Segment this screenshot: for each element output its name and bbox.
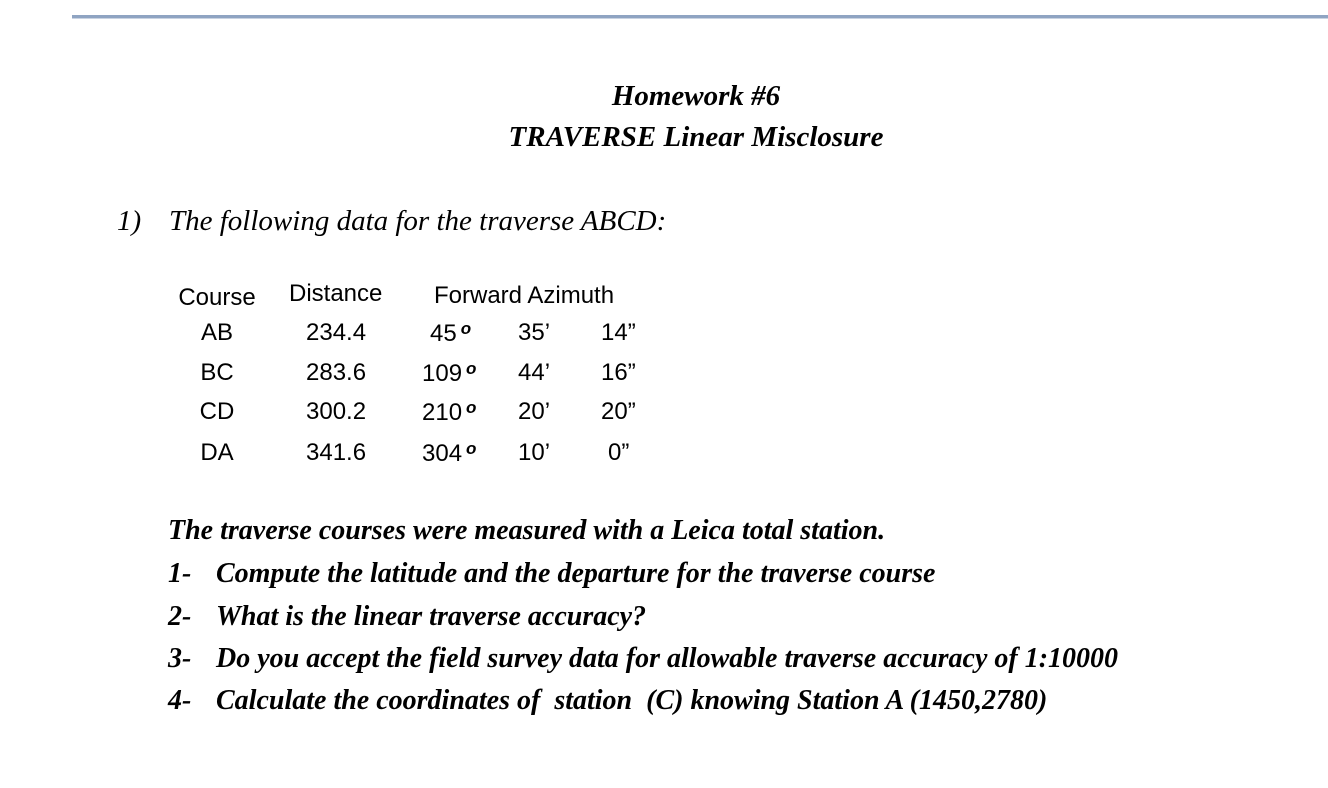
list-item-number: 1- [168,558,192,589]
degree-symbol: o [466,359,477,378]
row-degrees: 304 $^o$ [422,439,477,467]
list-item-number: 4- [168,685,192,716]
row-minutes: 10’ [518,439,551,466]
row-distance: 283.6 [306,359,367,386]
page-title: Homework #6 [611,80,781,112]
degree-symbol: o [460,319,472,338]
list-item-text: What is the linear traverse accuracy? [216,601,647,632]
header-distance: Distance [289,280,383,307]
row-distance: 300.2 [306,398,367,425]
row-seconds: 20” [601,398,636,425]
list-item-number: 2- [168,601,192,632]
header-rule [72,15,1328,19]
row-degrees: 45 $^o$ [430,319,472,347]
row-minutes: 35’ [518,319,551,346]
row-seconds: 0” [608,439,630,466]
row-minutes: 20’ [518,398,551,425]
row-distance: 234.4 [306,319,367,346]
row-degrees: 210 $^o$ [422,398,477,426]
row-minutes: 44’ [518,359,551,386]
row-seconds: 16” [601,359,636,386]
row-degrees: 109 $^o$ [422,359,477,387]
row-course: AB [200,319,233,346]
list-item-text: Calculate the coordinates of station (C) knowing Station A (1450,2780) [216,685,1048,716]
row-distance: 341.6 [306,439,367,466]
question-text: The following data for the traverse ABCD: [169,205,667,237]
question-number: 1) [117,205,142,237]
row-course: CD [199,398,235,425]
degree-symbol: o [466,398,477,417]
list-item-number: 3- [168,643,192,674]
notes-intro: The traverse courses were measured with a Leica total station. [168,515,886,546]
header-forward-azimuth: Forward Azimuth [434,282,615,309]
list-item [168,558,935,590]
header-course: Course [178,284,256,311]
list-item-text: Do you accept the field survey data for allowable traverse accuracy of 1:10000 [216,643,1119,674]
table-header [176,282,656,312]
question-1 [117,205,666,238]
page-subtitle: TRAVERSE Linear Misclosure [508,121,884,153]
list-item-text: Compute the latitude and the departure for the traverse course [216,558,936,589]
row-seconds: 14” [601,319,636,346]
row-course: DA [200,439,234,466]
list-item [168,685,1047,717]
degree-symbol: o [466,439,477,458]
list-item [168,601,646,633]
row-course: BC [200,359,234,386]
list-item [168,643,1118,675]
